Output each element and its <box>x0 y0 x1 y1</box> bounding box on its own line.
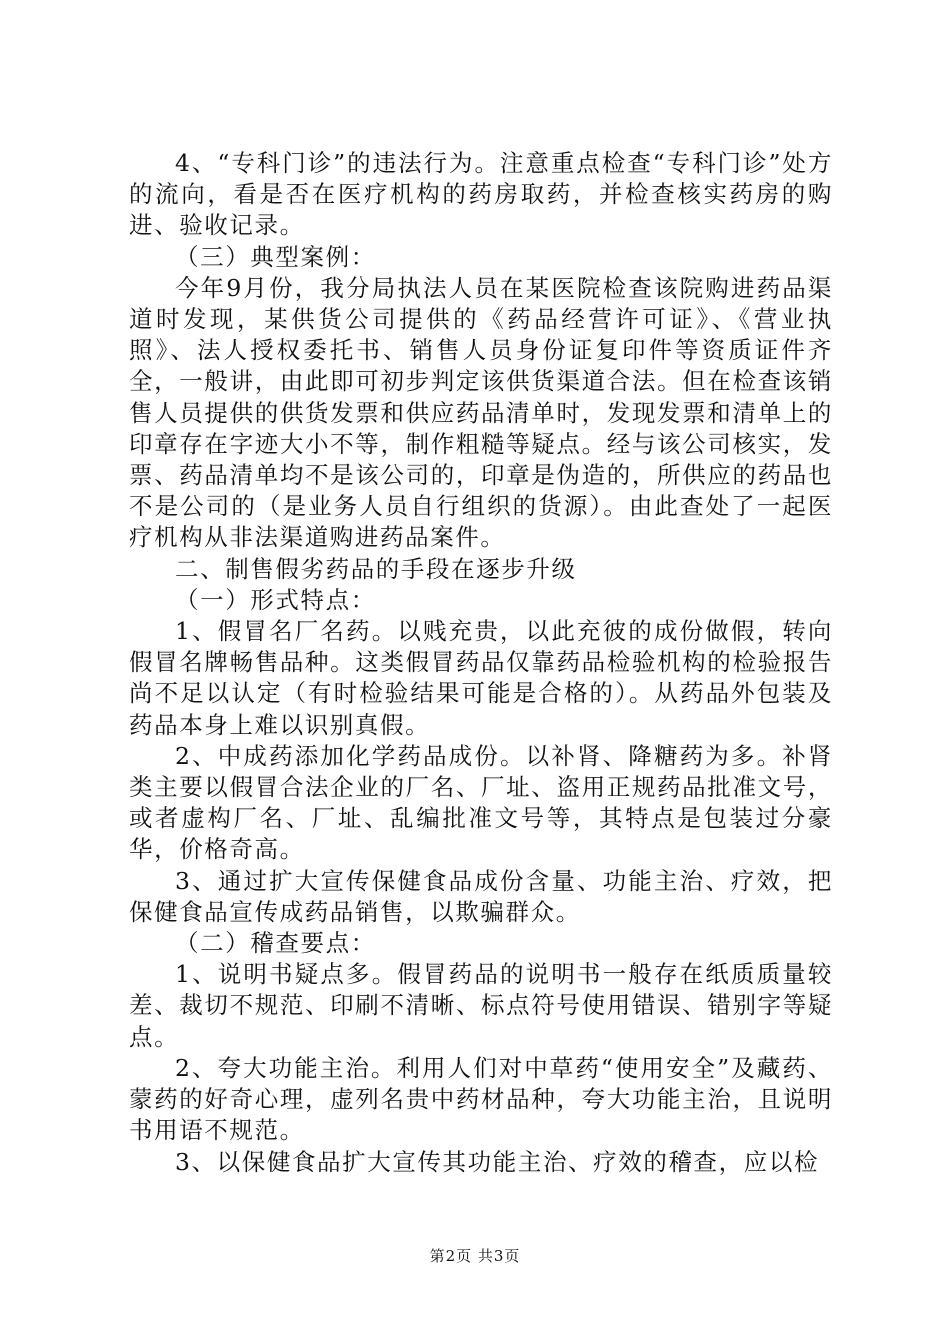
heading-inspection-points: （二）稽查要点： <box>175 929 376 958</box>
heading-form-features: （一）形式特点： <box>175 585 376 614</box>
paragraph-health-food-inspection: 3、以保健食品扩大宣传其功能主治、疗效的稽查，应以检 <box>175 1147 820 1176</box>
paragraph-special-clinic: 4、“专科门诊”的违法行为。注意重点检查“专科门诊”处方的流向，看是否在医疗机构的药房取药，并检查核实药房的购进、验收记录。 <box>129 149 833 240</box>
paragraph-counterfeit-brands: 1、假冒名厂名药。以贱充贵，以此充彼的成份做假，转向假冒名牌畅售品种。这类假冒药品仅靠药品检验机构的检验报告尚不足以认定（有时检验结果可能是合格的）。从药品外包装及药品本身上难以识别真假。 <box>129 617 833 739</box>
paragraph-added-chemicals: 2、中成药添加化学药品成份。以补肾、降糖药为多。补肾类主要以假冒合法企业的厂名、厂址、盗用正规药品批准文号，或者虚构厂名、厂址、乱编批准文号等，其特点是包装过分豪华，价格奇高。 <box>129 741 833 864</box>
paragraph-case-description: 今年9月份，我分局执法人员在某医院检查该院购进药品渠道时发现，某供货公司提供的《药品经营许可证》、《营业执照》、法人授权委托书、销售人员身份证复印件等资质证件齐全，一般讲，由此即可初步判定该供货渠道合法。但在检查该销售人员提供的供货发票和供应药品清单时，发现发票和清单上的印章存在字迹大小不等，制作粗糙等疑点。经与该公司核实，发票、药品清单均不是该公司的，印章是伪造的，所供应的药品也不是公司的（是业务人员自行组织的货源）。由此查处了一起医疗机构从非法渠道购进药品案件。 <box>129 273 833 552</box>
paragraph-exaggerated-effects: 2、夸大功能主治。利用人们对中草药“使用安全”及藏药、蒙药的好奇心理，虚列名贵中药材品种，夸大功能主治，且说明书用语不规范。 <box>129 1053 833 1145</box>
paragraph-health-food-promotion: 3、通过扩大宣传保健食品成份含量、功能主治、疗效，把保健食品宣传成药品销售，以欺骗群众。 <box>129 866 833 926</box>
heading-section-two: 二、制售假劣药品的手段在逐步升级 <box>175 554 577 583</box>
page-footer: 第2页 共3页 <box>429 1247 521 1265</box>
heading-typical-cases: （三）典型案例： <box>175 242 376 271</box>
paragraph-instruction-doubts: 1、说明书疑点多。假冒药品的说明书一般存在纸质质量较差、裁切不规范、印刷不清晰、标点符号使用错误、错别字等疑点。 <box>129 960 833 1051</box>
document-body <box>129 148 833 1178</box>
